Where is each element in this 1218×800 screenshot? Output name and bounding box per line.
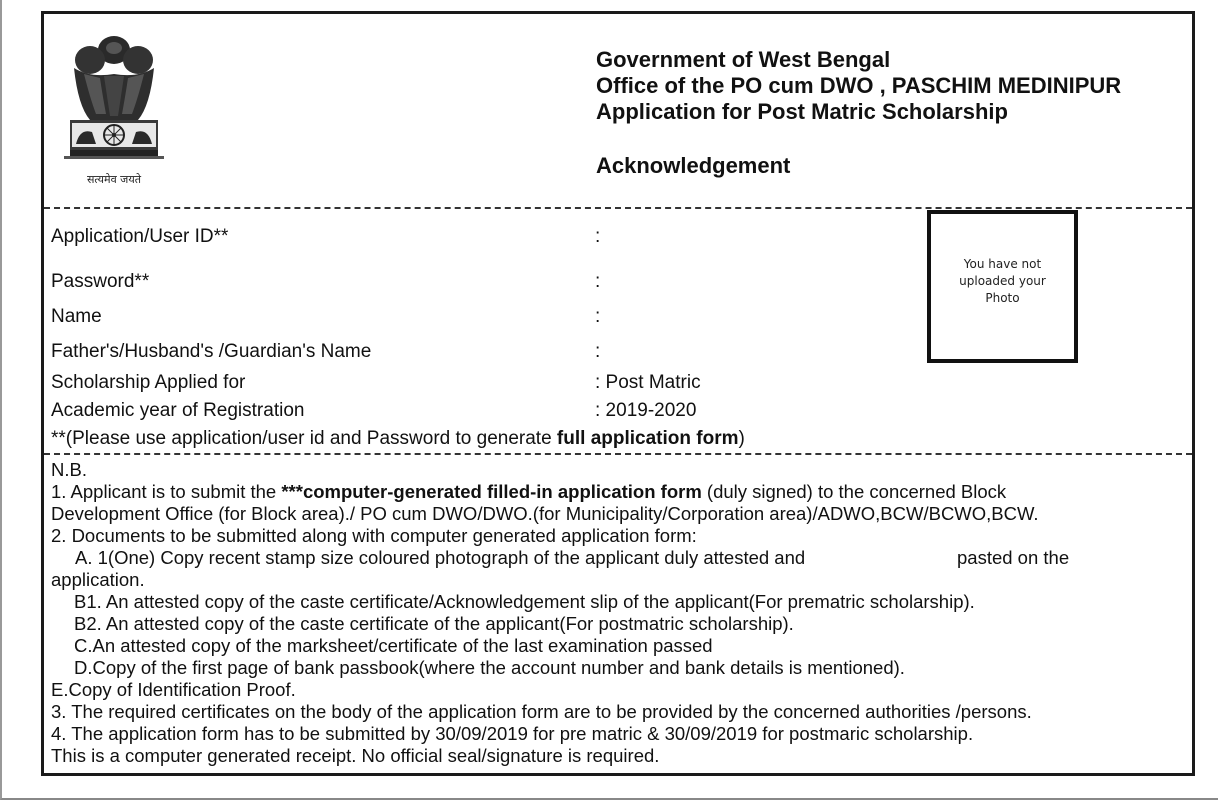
nb-item-2d: D.Copy of the first page of bank passbook(where the account number and bank details is mentioned). — [74, 657, 905, 678]
field-value-password: : — [595, 271, 601, 292]
emblem-motto: सत्यमेव जयते — [86, 173, 141, 186]
nb-item-2a-line2: application. — [51, 569, 145, 590]
application-title: Application for Post Matric Scholarship — [596, 99, 1008, 124]
field-value-academic-year: : 2019-2020 — [595, 400, 697, 421]
nb-item-2: 2. Documents to be submitted along with computer generated application form: — [51, 525, 697, 546]
nb-item-2c: C.An attested copy of the marksheet/certificate of the last examination passed — [74, 635, 713, 656]
divider-bottom — [44, 453, 1192, 455]
note-prefix: **(Please use application/user id and Password to generate — [51, 428, 557, 449]
field-label-user-id: Application/User ID** — [51, 226, 229, 247]
nb-title: N.B. — [51, 459, 87, 480]
nb-item-1-line2: Development Office (for Block area)./ PO cum DWO/DWO.(for Municipality/Corporation area)/ADWO,BCW/BCWO,BCW. — [51, 503, 1039, 524]
photo-text-line1: You have not — [963, 257, 1042, 271]
nb-item-2a: A. 1(One) Copy recent stamp size coloured photograph of the applicant duly attested and — [75, 547, 806, 568]
photo-placeholder — [927, 210, 1078, 363]
note-suffix: ) — [738, 428, 745, 449]
photo-text-line3: Photo — [985, 291, 1020, 305]
field-value-name: : — [595, 306, 601, 327]
acknowledgement-title: Acknowledgement — [596, 153, 791, 178]
field-label-scholarship: Scholarship Applied for — [51, 372, 246, 393]
nb-item-1 — [51, 481, 1186, 503]
field-label-name: Name — [51, 306, 102, 327]
field-label-academic-year: Academic year of Registration — [51, 400, 305, 421]
note-bold: full application form — [556, 428, 739, 449]
nb-item-4: 4. The application form has to be submitted by 30/09/2019 for pre matric & 30/09/2019 for postmaric scholarship. — [51, 723, 974, 744]
nb-item-2e: E.Copy of Identification Proof. — [51, 679, 296, 700]
government-title: Government of West Bengal — [596, 47, 891, 72]
nb-item-2b1: B1. An attested copy of the caste certificate/Acknowledgement slip of the applicant(For prematric scholarship). — [74, 591, 975, 612]
credentials-note — [51, 428, 745, 450]
field-value-scholarship: : Post Matric — [595, 372, 701, 393]
nb-item-2a-tail: pasted on the — [957, 547, 1070, 568]
field-value-guardian-name: : — [595, 341, 601, 362]
nb-item-3: 3. The required certificates on the body of the application form are to be provided by the concerned authorities /persons. — [51, 701, 1032, 722]
field-label-guardian-name: Father's/Husband's /Guardian's Name — [51, 341, 372, 362]
field-value-user-id: : — [595, 226, 601, 247]
receipt-footer: This is a computer generated receipt. No official seal/signature is required. — [51, 745, 660, 766]
nb-item-1-post: (duly signed) to the concerned Block — [701, 481, 1007, 502]
office-title: Office of the PO cum DWO , PASCHIM MEDINIPUR — [596, 73, 1122, 98]
ashoka-emblem-icon — [60, 28, 168, 190]
nb-item-2b2: B2. An attested copy of the caste certificate of the applicant(For postmatric scholarship). — [74, 613, 794, 634]
field-label-password: Password** — [51, 271, 150, 292]
nb-item-1-pre: 1. Applicant is to submit the — [51, 481, 282, 502]
nb-item-1-bold: ***computer-generated filled-in application form — [281, 481, 702, 502]
divider-top — [44, 207, 1192, 209]
photo-text-line2: uploaded your — [959, 274, 1046, 288]
